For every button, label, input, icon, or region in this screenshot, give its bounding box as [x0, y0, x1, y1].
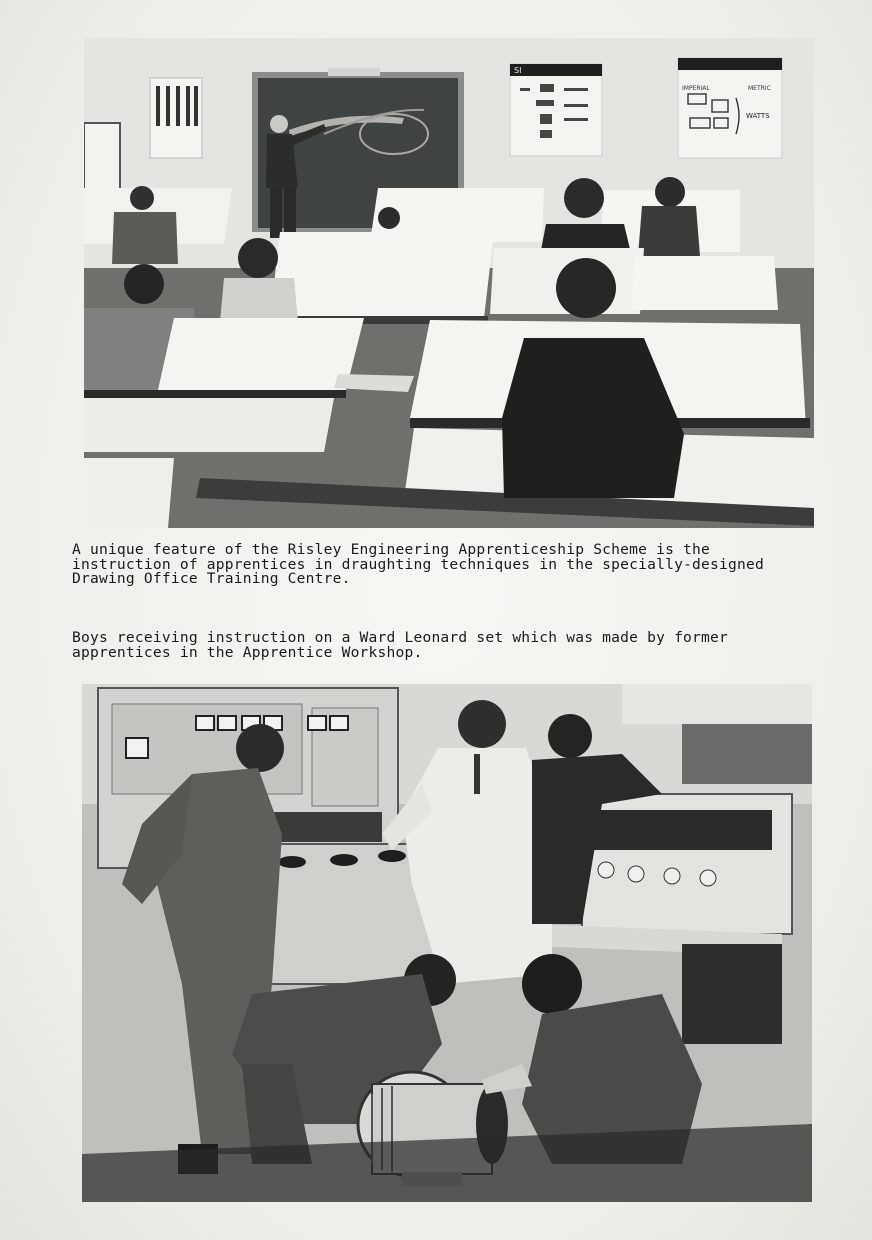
ward-leonard-photo [82, 684, 812, 1202]
drawing-office-caption: A unique feature of the Risley Engineering Apprenticeship Scheme is the instruction of apprentices in draughting techniques in the specially-designed Drawing Office Training Centre. [72, 541, 764, 587]
chart-header-metric: METRIC [748, 85, 771, 92]
chart-unit-watts: WATTS [746, 112, 770, 120]
drawing-office-photo [84, 38, 814, 528]
chart-header-imperial: IMPERIAL [682, 85, 710, 92]
chart-header-si: SI [514, 66, 522, 75]
ward-leonard-caption: Boys receiving instruction on a Ward Leonard set which was made by former apprentices in the Apprentice Workshop. [72, 629, 728, 661]
